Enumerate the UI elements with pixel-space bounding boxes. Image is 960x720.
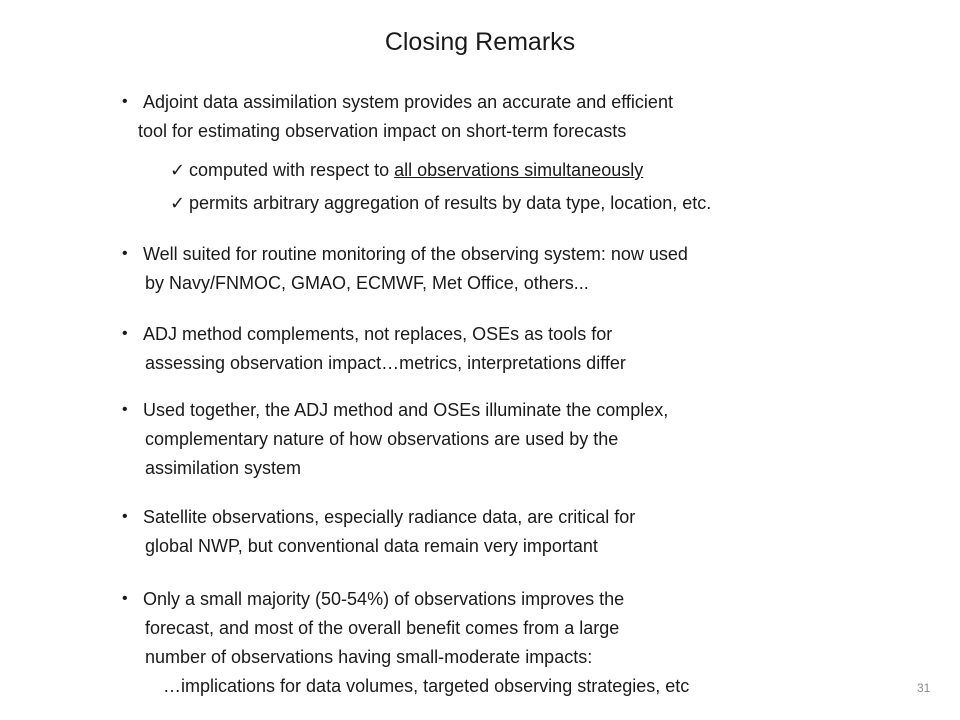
bullet-5-line-2: global NWP, but conventional data remain very important (145, 536, 598, 556)
slide-title: Closing Remarks (384, 28, 576, 56)
bullet-6-line-4: …implications for data volumes, targeted observing strategies, etc (163, 676, 690, 696)
bullet-4-line-1: Used together, the ADJ method and OSEs illuminate the complex, (143, 400, 669, 420)
bullet-icon: • (122, 93, 128, 110)
bullet-icon: • (122, 245, 128, 262)
sub-item-2 (189, 192, 711, 214)
bullet-6-line-2: forecast, and most of the overall benefit comes from a large (145, 618, 620, 638)
bullet-3-line-2: assessing observation impact…metrics, interpretations differ (145, 353, 626, 373)
bullet-3-line-1: ADJ method complements, not replaces, OSEs as tools for (143, 324, 613, 344)
checkmark-icon: ✓ (170, 193, 186, 213)
checkmark-icon: ✓ (170, 160, 186, 180)
bullet-2-line-1: Well suited for routine monitoring of the observing system: now used (143, 244, 688, 264)
bullet-icon: • (122, 325, 128, 342)
bullet-icon: • (122, 590, 128, 607)
bullet-6-line-3: number of observations having small-moderate impacts: (145, 647, 593, 667)
bullet-1-line-2: tool for estimating observation impact on short-term forecasts (138, 121, 627, 141)
bullet-2-line-2: by Navy/FNMOC, GMAO, ECMWF, Met Office, others... (145, 273, 589, 293)
bullet-4-line-3: assimilation system (145, 458, 302, 478)
bullet-4-line-2: complementary nature of how observations are used by the (145, 429, 619, 449)
sub-item-1 (189, 159, 643, 181)
bullet-icon: • (122, 508, 128, 525)
page-number: 31 (917, 681, 931, 695)
sub-item-1-underlined: all observations simultaneously (394, 160, 644, 180)
bullet-icon: • (122, 401, 128, 418)
bullet-6-line-1: Only a small majority (50-54%) of observations improves the (143, 589, 625, 609)
sub-item-2-prefix: permits arbitrary aggregation of results by data type, location, etc. (189, 193, 712, 213)
sub-item-1-prefix: computed with respect to (189, 160, 395, 180)
bullet-5-line-1: Satellite observations, especially radiance data, are critical for (143, 507, 636, 527)
bullet-1-line-1: Adjoint data assimilation system provides an accurate and efficient (143, 92, 673, 112)
